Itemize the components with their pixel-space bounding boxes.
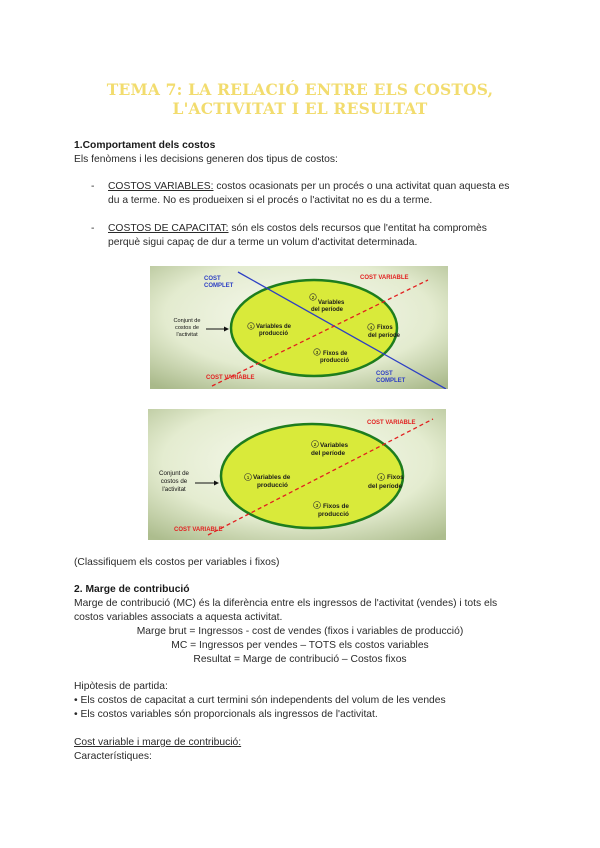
- hypothesis-bullet-1: •: [74, 695, 78, 706]
- diagram-1-number-1: 1: [249, 324, 253, 329]
- costos-capacitat-line-1: [108, 222, 526, 236]
- diagram-1-cost-complet-bottom-1: COST: [376, 371, 393, 377]
- diagram-1-fixos-periode-2: del període: [368, 333, 401, 339]
- title-line-1: TEMA 7: LA RELACIÓ ENTRE ELS COSTOS,: [106, 80, 494, 99]
- diagram-2-variables-periode-1: Variables: [320, 442, 349, 449]
- bullet-dash-1: -: [91, 181, 95, 192]
- diagram-2-number-4: 4: [379, 475, 383, 480]
- cost-classification-diagram-1: [150, 266, 448, 389]
- page-title: [0, 80, 600, 118]
- diagram-caption: (Classifiquem els costos per variables i fixos): [74, 557, 280, 568]
- diagram-2-conjunt-1: Conjunt de: [159, 470, 189, 477]
- bullet-dash-2: -: [91, 223, 95, 234]
- section-2-heading: 2. Marge de contribució: [74, 584, 190, 595]
- formula-resultat: Resultat = Marge de contribució – Costos fixos: [193, 654, 407, 665]
- section-2-definition-line-2: costos variables associats a aquesta activitat.: [74, 612, 283, 623]
- diagram-1-variables-produccio-2: producció: [259, 331, 289, 337]
- diagram-1-fixos-produccio-2: producció: [320, 358, 350, 364]
- costos-variables-line-2: du a terme. No es produeixen si el procés o l'activitat no es du a terme.: [108, 195, 433, 206]
- section-2-definition-line-1: Marge de contribució (MC) és la diferència entre els ingressos de l'activitat (vendes) i tots els: [74, 598, 498, 609]
- characteristics-label: Característiques:: [74, 751, 152, 762]
- costos-variables-term: COSTOS VARIABLES:: [108, 181, 214, 192]
- diagram-1-fixos-produccio-1: Fixos de: [323, 351, 348, 357]
- diagram-2-cost-variable-top-label: COST VARIABLE: [367, 420, 416, 426]
- diagram-2-svg: [148, 409, 446, 540]
- cost-variable-subheading: Cost variable i marge de contribució:: [74, 737, 242, 748]
- hypothesis-2-text: Els costos variables són proporcionals als ingressos de l'activitat.: [77, 709, 378, 720]
- diagram-2-variables-produccio-2: producció: [257, 482, 288, 489]
- diagram-1-cost-variable-bottom-label: COST VARIABLE: [206, 375, 255, 381]
- costos-capacitat-line-2: perquè sigui capaç de dur a terme un volum d'activitat determinada.: [108, 237, 418, 248]
- formula-marge-brut: Marge brut = Ingressos - cost de vendes (fixos i variables de producció): [136, 626, 464, 637]
- diagram-2-conjunt-2: costos de: [160, 478, 188, 485]
- diagram-1-variables-periode-1: Variables: [318, 300, 345, 306]
- diagram-2-fixos-produccio-1: Fixos de: [323, 503, 349, 510]
- costos-capacitat-def-1: són els costos dels recursos que l'entitat ha compromès: [228, 223, 487, 234]
- diagram-1-cost-complet-label-2: COMPLET: [204, 283, 234, 289]
- diagram-1-conjunt-3: l'activitat: [176, 332, 198, 338]
- costos-capacitat-item: [108, 222, 526, 250]
- diagram-1-number-2: 2: [311, 295, 315, 300]
- diagram-1-fixos-periode-1: Fixos: [377, 325, 393, 331]
- formula-mc: MC = Ingressos per vendes – TOTS els costos variables: [171, 640, 429, 651]
- costos-variables-item: [108, 180, 526, 208]
- hypothesis-1-text: Els costos de capacitat a curt termini són independents del volum de les vendes: [77, 695, 446, 706]
- diagram-1-number-3: 3: [315, 350, 319, 355]
- diagram-1-cost-complet-bottom-2: COMPLET: [376, 378, 406, 384]
- hypothesis-2: [74, 708, 378, 722]
- diagram-1-cost-variable-top-label: COST VARIABLE: [360, 275, 409, 281]
- section-1-intro: Els fenòmens i les decisions generen dos tipus de costos:: [74, 154, 338, 165]
- diagram-1-svg: [150, 266, 448, 389]
- costos-capacitat-term: COSTOS DE CAPACITAT:: [108, 223, 229, 234]
- cost-classification-diagram-2: [148, 409, 446, 540]
- diagram-1-variables-produccio-1: Variables de: [256, 324, 292, 330]
- diagram-1-conjunt-1: Conjunt de: [173, 318, 201, 324]
- diagram-2-fixos-periode-2: del període: [368, 483, 403, 490]
- diagram-2-fixos-produccio-2: producció: [318, 511, 349, 518]
- hypothesis-bullet-2: •: [74, 709, 78, 720]
- section-1-heading: 1.Comportament dels costos: [74, 140, 216, 151]
- costos-variables-line-1: [108, 180, 526, 194]
- diagram-1-cost-complet-label-1: COST: [204, 276, 221, 282]
- title-line-2: L'ACTIVITAT I EL RESULTAT: [172, 99, 428, 118]
- hypothesis-heading: Hipòtesis de partida:: [74, 681, 168, 692]
- diagram-1-number-4: 4: [369, 325, 373, 330]
- diagram-2-cost-variable-bottom-label: COST VARIABLE: [174, 527, 223, 533]
- diagram-2-variables-produccio-1: Variables de: [253, 474, 291, 481]
- hypothesis-1: [74, 694, 446, 708]
- diagram-1-conjunt-2: costos de: [175, 325, 199, 331]
- diagram-2-fixos-periode-1: Fixos: [387, 474, 404, 481]
- diagram-2-conjunt-3: l'activitat: [162, 486, 186, 493]
- diagram-2-variables-periode-2: del període: [311, 450, 346, 457]
- diagram-2-number-2: 2: [313, 442, 317, 447]
- diagram-2-number-3: 3: [315, 503, 319, 508]
- diagram-1-variables-periode-2: del període: [311, 307, 344, 313]
- costos-variables-def-1: costos ocasionats per un procés o una activitat quan aquesta es: [213, 181, 510, 192]
- diagram-2-number-1: 1: [246, 475, 250, 480]
